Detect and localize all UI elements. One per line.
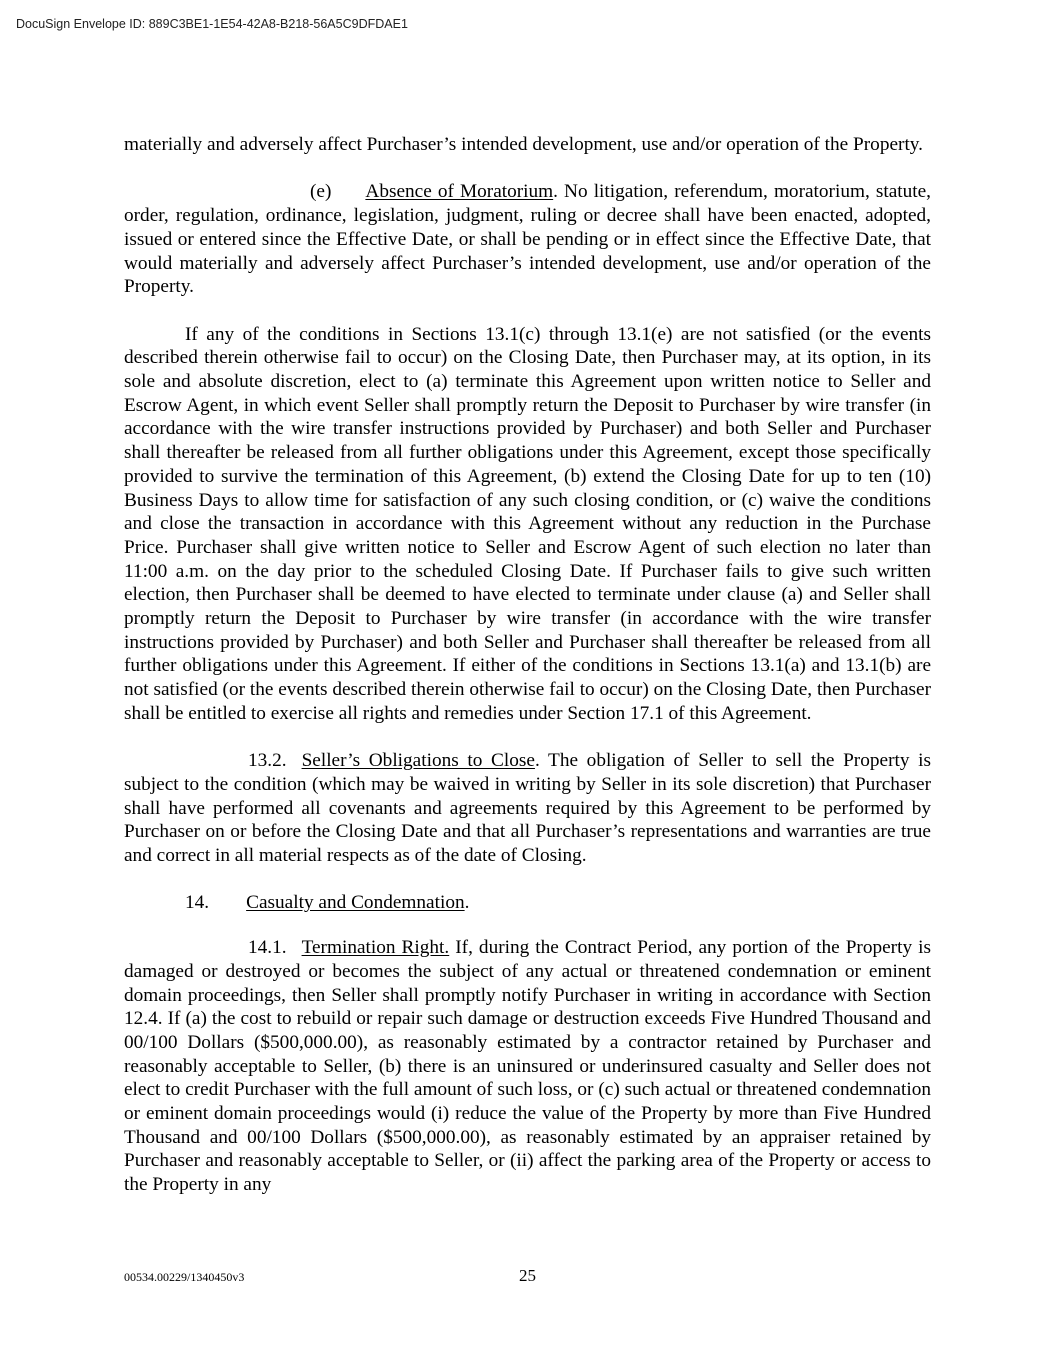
section-heading-14: Casualty and Condemnation (246, 892, 465, 914)
section-number-13-2: 13.2. (248, 750, 287, 772)
section-number-14-1: 14.1. (248, 937, 287, 959)
section-13-2 (124, 749, 931, 868)
paragraph-absence-of-moratorium (124, 180, 931, 299)
section-14 (124, 891, 931, 915)
footer-document-id: 00534.00229/1340450v3 (124, 1270, 245, 1284)
section-number-14: 14. (185, 892, 210, 914)
section-body-13-2: . The obligation of Seller to sell the Property is subject to the condition (which may be waived in writing by Seller in its sole discretion) that Purchaser shall have performed all covenants and agreements required by this Agreement to be performed by Purchaser on or before the Closing Date and that all Purchaser’s representations and warranties are true and correct in all material respects as of the date of Closing. (124, 750, 931, 867)
clause-heading-moratorium: Absence of Moratorium (365, 181, 554, 203)
document-body (124, 133, 931, 1221)
clause-body-moratorium: . No litigation, referendum, moratorium, statute, order, regulation, ordinance, legislation, judgment, ruling or decree shall have been enacted, adopted, issued or entered since the Effective Date, or shall be pending or in effect since the Effective Date, that would materially and adversely affect Purchaser’s intended development, use and/or operation of the Property. (124, 181, 932, 298)
footer-page-number: 25 (519, 1266, 536, 1285)
section-body-14-1: If, during the Contract Period, any portion of the Property is damaged or destroyed or becomes the subject of any actual or threatened condemnation or eminent domain proceedings, then Seller shall promptly notify Purchaser in writing in accordance with Section 12.4. If (a) the cost to rebuild or repair such damage or destruction exceeds Five Hundred Thousand and 00/100 Dollars ($500,000.00), as reasonably estimated by a contractor retained by Purchaser and reasonably acceptable to Seller, (b) there is an uninsured or underinsured casualty and Seller does not elect to credit Purchaser with the full amount of such loss, or (c) such actual or threatened condemnation or eminent domain proceedings would (i) reduce the value of the Property by more than Five Hundred Thousand and 00/100 Dollars ($500,000.00), as reasonably estimated by an appraiser retained by Purchaser and reasonably acceptable to Seller, or (ii) affect the parking area of the Property or access to the Property in any (124, 937, 931, 1196)
docusign-envelope-id: DocuSign Envelope ID: 889C3BE1-1E54-42A8-B218-56A5C9DFDAE1 (16, 17, 408, 31)
section-heading-14-1: Termination Right. (301, 937, 450, 959)
footer-page-number-wrap (0, 1266, 1055, 1286)
paragraph-continuation: materially and adversely affect Purchaser’s intended development, use and/or operation of the Property. (124, 134, 924, 155)
section-heading-13-2: Seller’s Obligations to Close (301, 750, 535, 772)
section-heading-14-period: . (464, 892, 470, 914)
clause-number-e: (e) (310, 181, 332, 203)
paragraph-closing-conditions: If any of the conditions in Sections 13.1(c) through 13.1(e) are not satisfied (or the events described therein otherwise fail to occur) on the Closing Date, then Purchaser may, at its option, in its sole and absolute discretion, elect to (a) terminate this Agreement upon written notice to Seller and Escrow Agent, in which event Seller shall promptly return the Deposit to Purchaser by wire transfer (in accordance with the wire transfer instructions provided by Purchaser) and both Seller and Purchaser shall thereafter be released from all further obligations under this Agreement, except those specifically provided to survive the termination of this Agreement, (b) extend the Closing Date for up to ten (10) Business Days to allow time for satisfaction of any such closing condition, or (c) waive the conditions and close the transaction in accordance with this Agreement without any reduction in the Purchase Price. Purchaser shall give written notice to Seller and Escrow Agent of such election no later than 11:00 a.m. on the day prior to the scheduled Closing Date. If Purchaser fails to give such written election, then Purchaser shall be deemed to have elected to terminate under clause (a) and Seller shall promptly return the Deposit to Purchaser by wire transfer (in accordance with the wire transfer instructions provided by Purchaser) and both Seller and Purchaser shall thereafter be released from all further obligations under this Agreement. If either of the conditions in Sections 13.1(a) and 13.1(b) are not satisfied (or the events described therein otherwise fail to occur) on the Closing Date, then Purchaser shall be entitled to exercise all rights and remedies under Section 17.1 of this Agreement. (124, 323, 931, 724)
section-14-1 (124, 936, 931, 1197)
